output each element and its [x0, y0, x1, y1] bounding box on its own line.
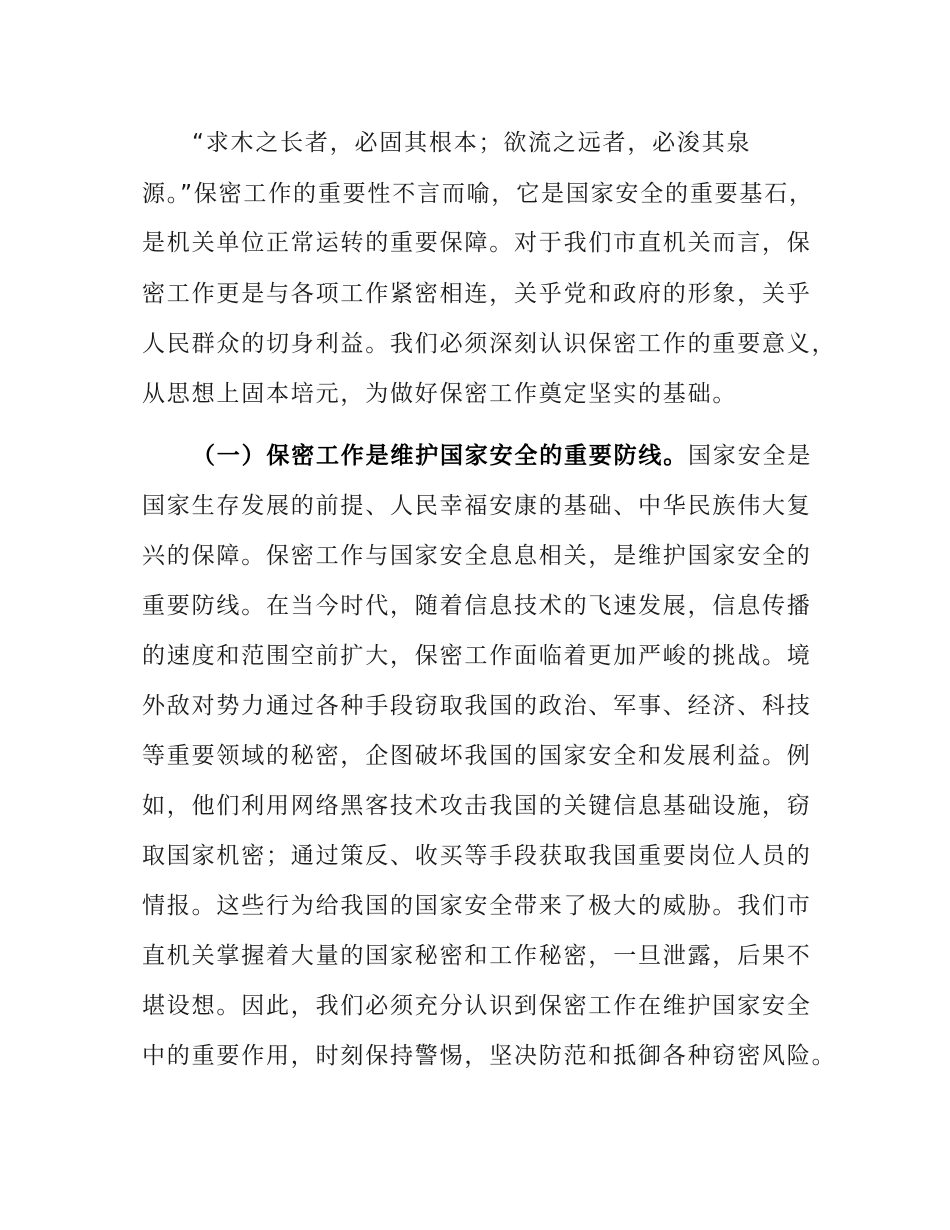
paragraph-line: 密工作更是与各项工作紧密相连，关乎党和政府的形象，关乎: [142, 281, 812, 307]
paragraph-line: “求木之长者，必固其根本；欲流之远者，必浚其泉: [192, 130, 752, 156]
paragraph-line: 等重要领域的秘密，企图破坏我国的国家安全和发展利益。例: [142, 743, 812, 769]
paragraph-line: 外敌对势力通过各种手段窃取我国的政治、军事、经济、科技: [142, 693, 812, 719]
paragraph-line: 兴的保障。保密工作与国家安全息息相关，是维护国家安全的: [142, 543, 812, 569]
paragraph-line: 国家生存发展的前提、人民幸福安康的基础、中华民族伟大复: [142, 493, 812, 519]
section-first-line-text: 国家安全是: [688, 443, 812, 469]
paragraph-line: 的速度和范围空前扩大，保密工作面临着更加严峻的挑战。境: [142, 643, 812, 669]
paragraph-line: 直机关掌握着大量的国家秘密和工作秘密，一旦泄露，后果不: [142, 943, 812, 969]
paragraph-line: 如，他们利用网络黑客技术攻击我国的关键信息基础设施，窃: [142, 793, 812, 819]
paragraph-line: 重要防线。在当今时代，随着信息技术的飞速发展，信息传播: [142, 593, 812, 619]
section-first-line: [192, 441, 812, 471]
paragraph-line: 堪设想。因此，我们必须充分认识到保密工作在维护国家安全: [142, 993, 812, 1019]
paragraph-line: 是机关单位正常运转的重要保障。对于我们市直机关而言，保: [142, 230, 812, 256]
paragraph-line: 从思想上固本培元，为做好保密工作奠定坚实的基础。: [142, 381, 738, 407]
paragraph-line: 中的重要作用，时刻保持警惕，坚决防范和抵御各种窃密风险。: [142, 1043, 837, 1069]
paragraph-line: 人民群众的切身利益。我们必须深刻认识保密工作的重要意义，: [142, 331, 837, 357]
section-heading: （一）保密工作是维护国家安全的重要防线。: [192, 443, 688, 469]
paragraph-line: 情报。这些行为给我国的国家安全带来了极大的威胁。我们市: [142, 893, 812, 919]
paragraph-line: 取国家机密；通过策反、收买等手段获取我国重要岗位人员的: [142, 843, 812, 869]
paragraph-line: 源。”保密工作的重要性不言而喻，它是国家安全的重要基石，: [142, 181, 814, 207]
